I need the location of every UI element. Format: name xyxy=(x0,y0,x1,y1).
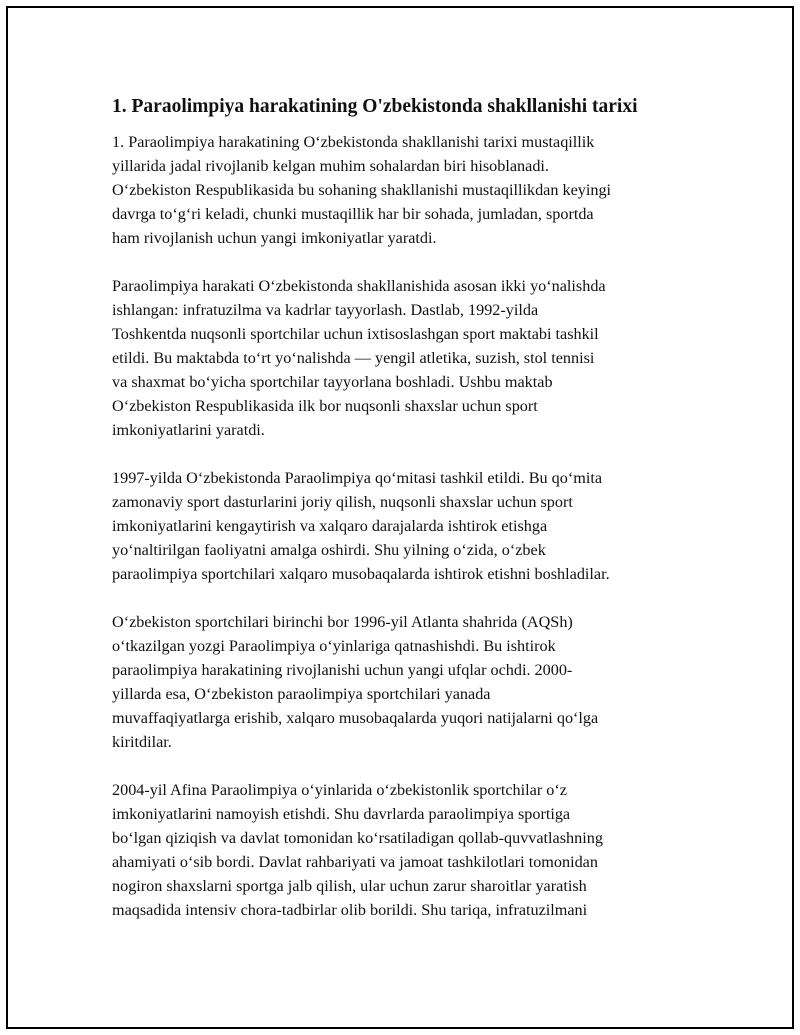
text-line: imkoniyatlarini namoyish etishdi. Shu davrlarda paraolimpiya sportiga xyxy=(112,805,571,823)
paragraph xyxy=(112,778,692,922)
text-line: va shaxmat bo‘yicha sportchilar tayyorlana boshladi. Ushbu maktab xyxy=(112,373,553,391)
text-line: imkoniyatlarini kengaytirish va xalqaro darajalarda ishtirok etishga xyxy=(112,517,548,535)
text-line: 1. Paraolimpiya harakatining O‘zbekistonda shakllanishi tarixi mustaqillik xyxy=(112,133,595,151)
text-line: imkoniyatlarini yaratdi. xyxy=(112,421,265,439)
document-title: 1. Paraolimpiya harakatining O'zbekistonda shakllanishi tarixi xyxy=(112,96,638,117)
text-line: ishlangan: infratuzilma va kadrlar tayyorlash. Dastlab, 1992-yilda xyxy=(112,301,539,319)
text-line: zamonaviy sport dasturlarini joriy qilish, nuqsonli shaxslar uchun sport xyxy=(112,493,573,511)
text-line: davrga to‘g‘ri keladi, chunki mustaqillik har bir sohada, jumladan, sportda xyxy=(112,205,594,223)
document-body xyxy=(112,94,692,946)
text-line: Paraolimpiya harakati O‘zbekistonda shakllanishida asosan ikki yo‘nalishda xyxy=(112,277,606,295)
paragraph xyxy=(112,466,692,586)
paragraph xyxy=(112,274,692,442)
text-line: ham rivojlanish uchun yangi imkoniyatlar yaratdi. xyxy=(112,229,437,247)
text-line: O‘zbekiston Respublikasida ilk bor nuqsonli shaxslar uchun sport xyxy=(112,397,538,415)
text-line: muvaffaqiyatlarga erishib, xalqaro musobaqalarda yuqori natijalarni qo‘lga xyxy=(112,709,599,727)
text-line: maqsadida intensiv chora-tadbirlar olib borildi. Shu tariqa, infratuzilmani xyxy=(112,901,588,919)
text-line: O‘zbekiston Respublikasida bu sohaning shakllanishi mustaqillikdan keyingi xyxy=(112,181,612,199)
text-line: ahamiyati o‘sib bordi. Davlat rahbariyati va jamoat tashkilotlari tomonidan xyxy=(112,853,598,871)
paragraph xyxy=(112,610,692,754)
text-line: 2004-yil Afina Paraolimpiya o‘yinlarida o‘zbekistonlik sportchilar o‘z xyxy=(112,781,567,799)
text-line: yillarda esa, O‘zbekiston paraolimpiya sportchilari yanada xyxy=(112,685,491,703)
text-line: Toshkentda nuqsonli sportchilar uchun ixtisoslashgan sport maktabi tashkil xyxy=(112,325,599,343)
paragraph xyxy=(112,130,692,250)
text-line: 1997-yilda O‘zbekistonda Paraolimpiya qo‘mitasi tashkil etildi. Bu qo‘mita xyxy=(112,469,603,487)
text-line: kiritdilar. xyxy=(112,733,172,751)
text-line: paraolimpiya sportchilari xalqaro musobaqalarda ishtirok etishni boshladilar. xyxy=(112,565,610,583)
text-line: yillarida jadal rivojlanib kelgan muhim sohalardan biri hisoblanadi. xyxy=(112,157,549,175)
text-line: o‘tkazilgan yozgi Paraolimpiya o‘yinlariga qatnashishdi. Bu ishtirok xyxy=(112,637,556,655)
text-line: paraolimpiya harakatining rivojlanishi uchun yangi ufqlar ochdi. 2000- xyxy=(112,661,573,679)
text-line: nogiron shaxslarni sportga jalb qilish, ular uchun zarur sharoitlar yaratish xyxy=(112,877,587,895)
text-line: etildi. Bu maktabda to‘rt yo‘nalishda — yengil atletika, suzish, stol tennisi xyxy=(112,349,595,367)
text-line: bo‘lgan qiziqish va davlat tomonidan ko‘rsatiladigan qollab-quvvatlashning xyxy=(112,829,603,847)
text-line: yo‘naltirilgan faoliyatni amalga oshirdi. Shu yilning o‘zida, o‘zbek xyxy=(112,541,546,559)
text-line: O‘zbekiston sportchilari birinchi bor 1996-yil Atlanta shahrida (AQSh) xyxy=(112,613,573,631)
